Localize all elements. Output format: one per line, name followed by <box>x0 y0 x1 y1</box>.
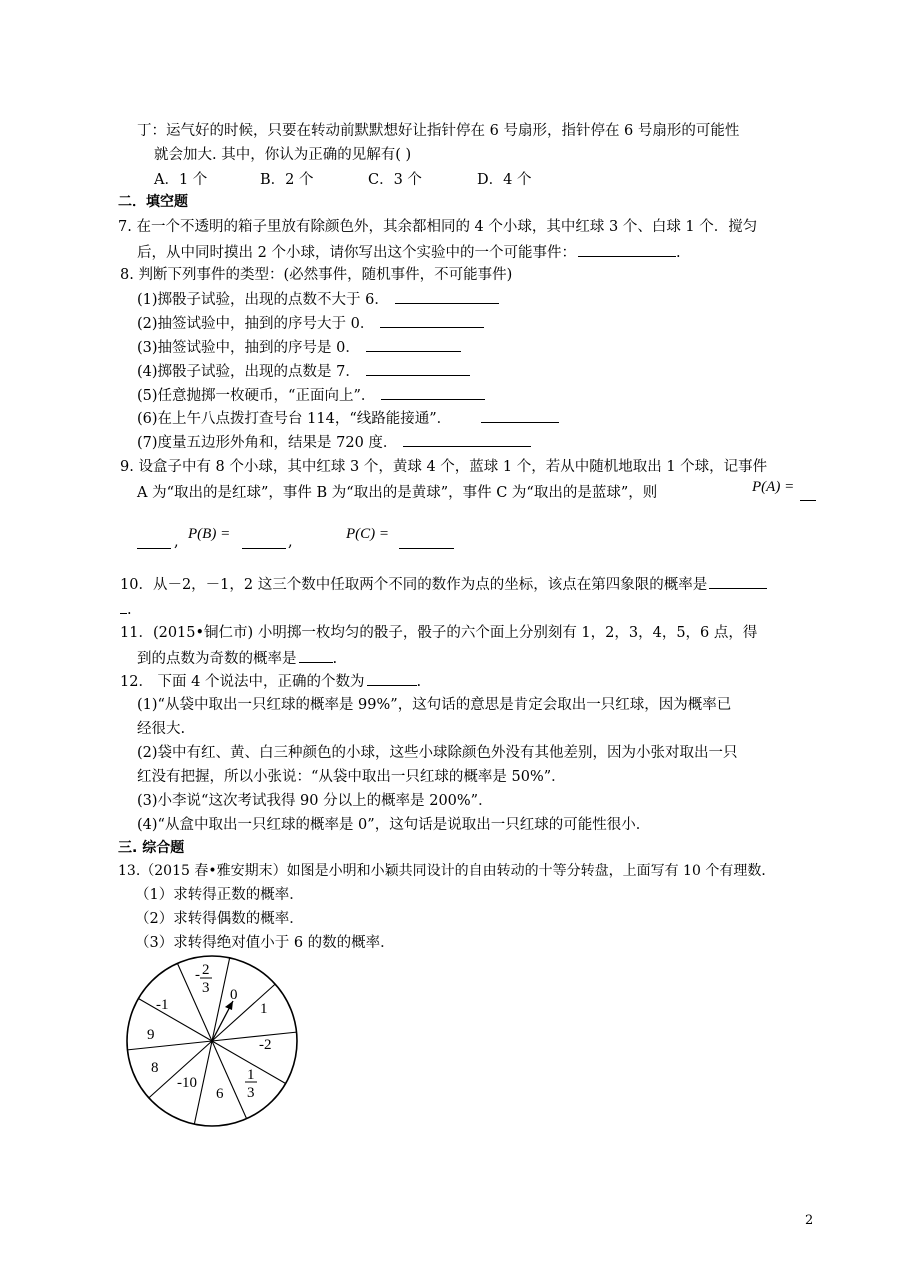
q13-stem: 13.（2015 春•雅安期末）如图是小明和小颖共同设计的自由转动的十等分转盘，上面写有 10 个有理数． <box>118 863 776 879</box>
q8-item-5: (5)任意抛掷一枚硬币，“正面向上”． <box>137 385 485 406</box>
q8-stem: 8. 判断下列事件的类型：(必然事件，随机事件，不可能事件) <box>120 267 513 283</box>
q6-option-c: C．3 个 <box>368 172 422 188</box>
q9-pb-blank <box>242 534 286 549</box>
q9-pa-blank-b <box>137 534 171 549</box>
q8-item-4: (4)掷骰子试验，出现的点数是 7． <box>137 361 470 382</box>
q9-line1: 9. 设盒子中有 8 个小球，其中红球 3 个，黄球 4 个，蓝球 1 个，若从中随机地取出 1 个球，记事件 <box>120 459 768 475</box>
q7-line1: 7. 在一个不透明的箱子里放有除颜色外，其余都相同的 4 个小球，其中红球 3 个、白球 1 个．搅匀 <box>118 219 758 235</box>
q12-stem: 12． 下面 4 个说法中，正确的个数为 . <box>120 671 421 692</box>
q10-blank-a <box>709 574 767 589</box>
wheel-divider-line <box>127 1041 212 1050</box>
q8-blank-7 <box>403 432 531 447</box>
q9-comma-1: , <box>174 534 179 550</box>
q12-s2a: (2)袋中有红、黄、白三种颜色的小球，这些小球除颜色外没有其他差别，因为小张对取出一只 <box>137 745 738 761</box>
q10-line2: . <box>120 599 132 620</box>
spinner-wheel-figure <box>120 948 304 1134</box>
wheel-label-neg2: -2 <box>259 1037 272 1053</box>
q12-s2b: 红没有把握，所以小张说：“从袋中取出一只红球的概率是 50%”． <box>137 769 566 785</box>
q9-comma-2: , <box>288 534 293 550</box>
q8-blank-2 <box>380 313 484 328</box>
q13-sub3: （3）求转得绝对值小于 6 的数的概率． <box>135 935 395 951</box>
q12-s1b: 经很大. <box>137 721 186 737</box>
q10-line1: 10．从－2，－1，2 这三个数中任取两个不同的数作为点的坐标，该点在第四象限的概率是 <box>120 574 767 595</box>
q8-blank-5 <box>381 385 485 400</box>
svg-text:2: 2 <box>202 962 210 978</box>
q8-blank-4 <box>366 361 470 376</box>
q6-option-b: B．2 个 <box>260 172 314 188</box>
wheel-label-neg1: -1 <box>156 997 169 1013</box>
q9-pa-blank-a <box>800 486 816 501</box>
wheel-label-9: 9 <box>147 1027 155 1043</box>
wheel-label-neg-two-thirds <box>195 962 212 996</box>
q6-option-a: A．1 个 <box>154 172 208 188</box>
q12-blank <box>367 671 417 686</box>
spinner-pointer-arrow <box>212 1001 233 1041</box>
q6-ding-line1: 丁：运气好的时候，只要在转动前默默想好让指针停在 6 号扇形，指针停在 6 号扇形的可能性 <box>137 123 740 139</box>
section-2-title: 二．填空题 <box>118 194 188 210</box>
q9-pb-label: P(B) = <box>188 526 231 542</box>
q6-ding-line2: 就会加大. 其中，你认为正确的见解有( ) <box>154 147 412 163</box>
wheel-label-6: 6 <box>216 1086 224 1102</box>
q7-line2: 后，从中同时摸出 2 个小球，请你写出这个实验中的一个可能事件： . <box>137 242 681 263</box>
q12-s1a: (1)“从袋中取出一只红球的概率是 99%”，这句话的意思是肯定会取出一只红球，因为概率已 <box>137 697 732 713</box>
q8-blank-1 <box>395 289 499 304</box>
q12-s4: (4)“从盒中取出一只红球的概率是 0”，这句话是说取出一只红球的可能性很小． <box>137 817 651 833</box>
q12-s3: (3)小李说“这次考试我得 90 分以上的概率是 200%”． <box>137 793 493 809</box>
wheel-divider-line <box>212 1041 247 1119</box>
svg-text:3: 3 <box>247 1085 255 1101</box>
q6-option-d: D．4 个 <box>477 172 532 188</box>
q8-item-2: (2)抽签试验中，抽到的序号大于 0． <box>137 313 484 334</box>
q8-item-7: (7)度量五边形外角和，结果是 720 度． <box>137 432 531 453</box>
svg-text:-: - <box>195 967 200 983</box>
q11-line1: 11．(2015•铜仁市) 小明掷一枚均匀的骰子，骰子的六个面上分别刻有 1，2，3，4，5，6 点，得 <box>120 625 758 641</box>
q9-line2: A 为“取出的是红球”，事件 B 为“取出的是黄球”，事件 C 为“取出的是蓝球”，则 <box>137 485 658 501</box>
q8-item-1: (1)掷骰子试验，出现的点数不大于 6． <box>137 289 499 310</box>
wheel-label-8: 8 <box>151 1060 159 1076</box>
q8-item-6: (6)在上午八点拨打查号台 114，“线路能接通”． <box>137 408 559 429</box>
q9-pc-blank <box>399 534 454 549</box>
q9-pa-label: P(A) = <box>752 479 795 495</box>
wheel-label-neg10: -10 <box>177 1075 197 1091</box>
svg-text:1: 1 <box>247 1067 255 1083</box>
q7-answer-blank <box>578 242 676 257</box>
q13-sub1: （1）求转得正数的概率． <box>135 887 304 903</box>
wheel-label-1: 1 <box>260 1001 268 1017</box>
svg-text:3: 3 <box>202 980 210 996</box>
q8-item-3: (3)抽签试验中，抽到的序号是 0． <box>137 337 461 358</box>
wheel-label-one-third <box>245 1067 257 1101</box>
q10-blank-b <box>120 599 127 614</box>
q9-pc-label: P(C) = <box>346 526 390 542</box>
page-number: 2 <box>805 1213 814 1228</box>
q11-blank <box>299 648 333 663</box>
q11-line2: 到的点数为奇数的概率是 . <box>137 648 337 669</box>
section-3-title: 三. 综合题 <box>118 840 185 856</box>
q8-blank-6 <box>481 408 559 423</box>
q8-blank-3 <box>366 337 461 352</box>
wheel-divider-line <box>212 958 230 1041</box>
q13-sub2: （2）求转得偶数的概率． <box>135 911 304 927</box>
wheel-divider-line <box>212 1032 297 1041</box>
wheel-label-0: 0 <box>230 987 238 1003</box>
